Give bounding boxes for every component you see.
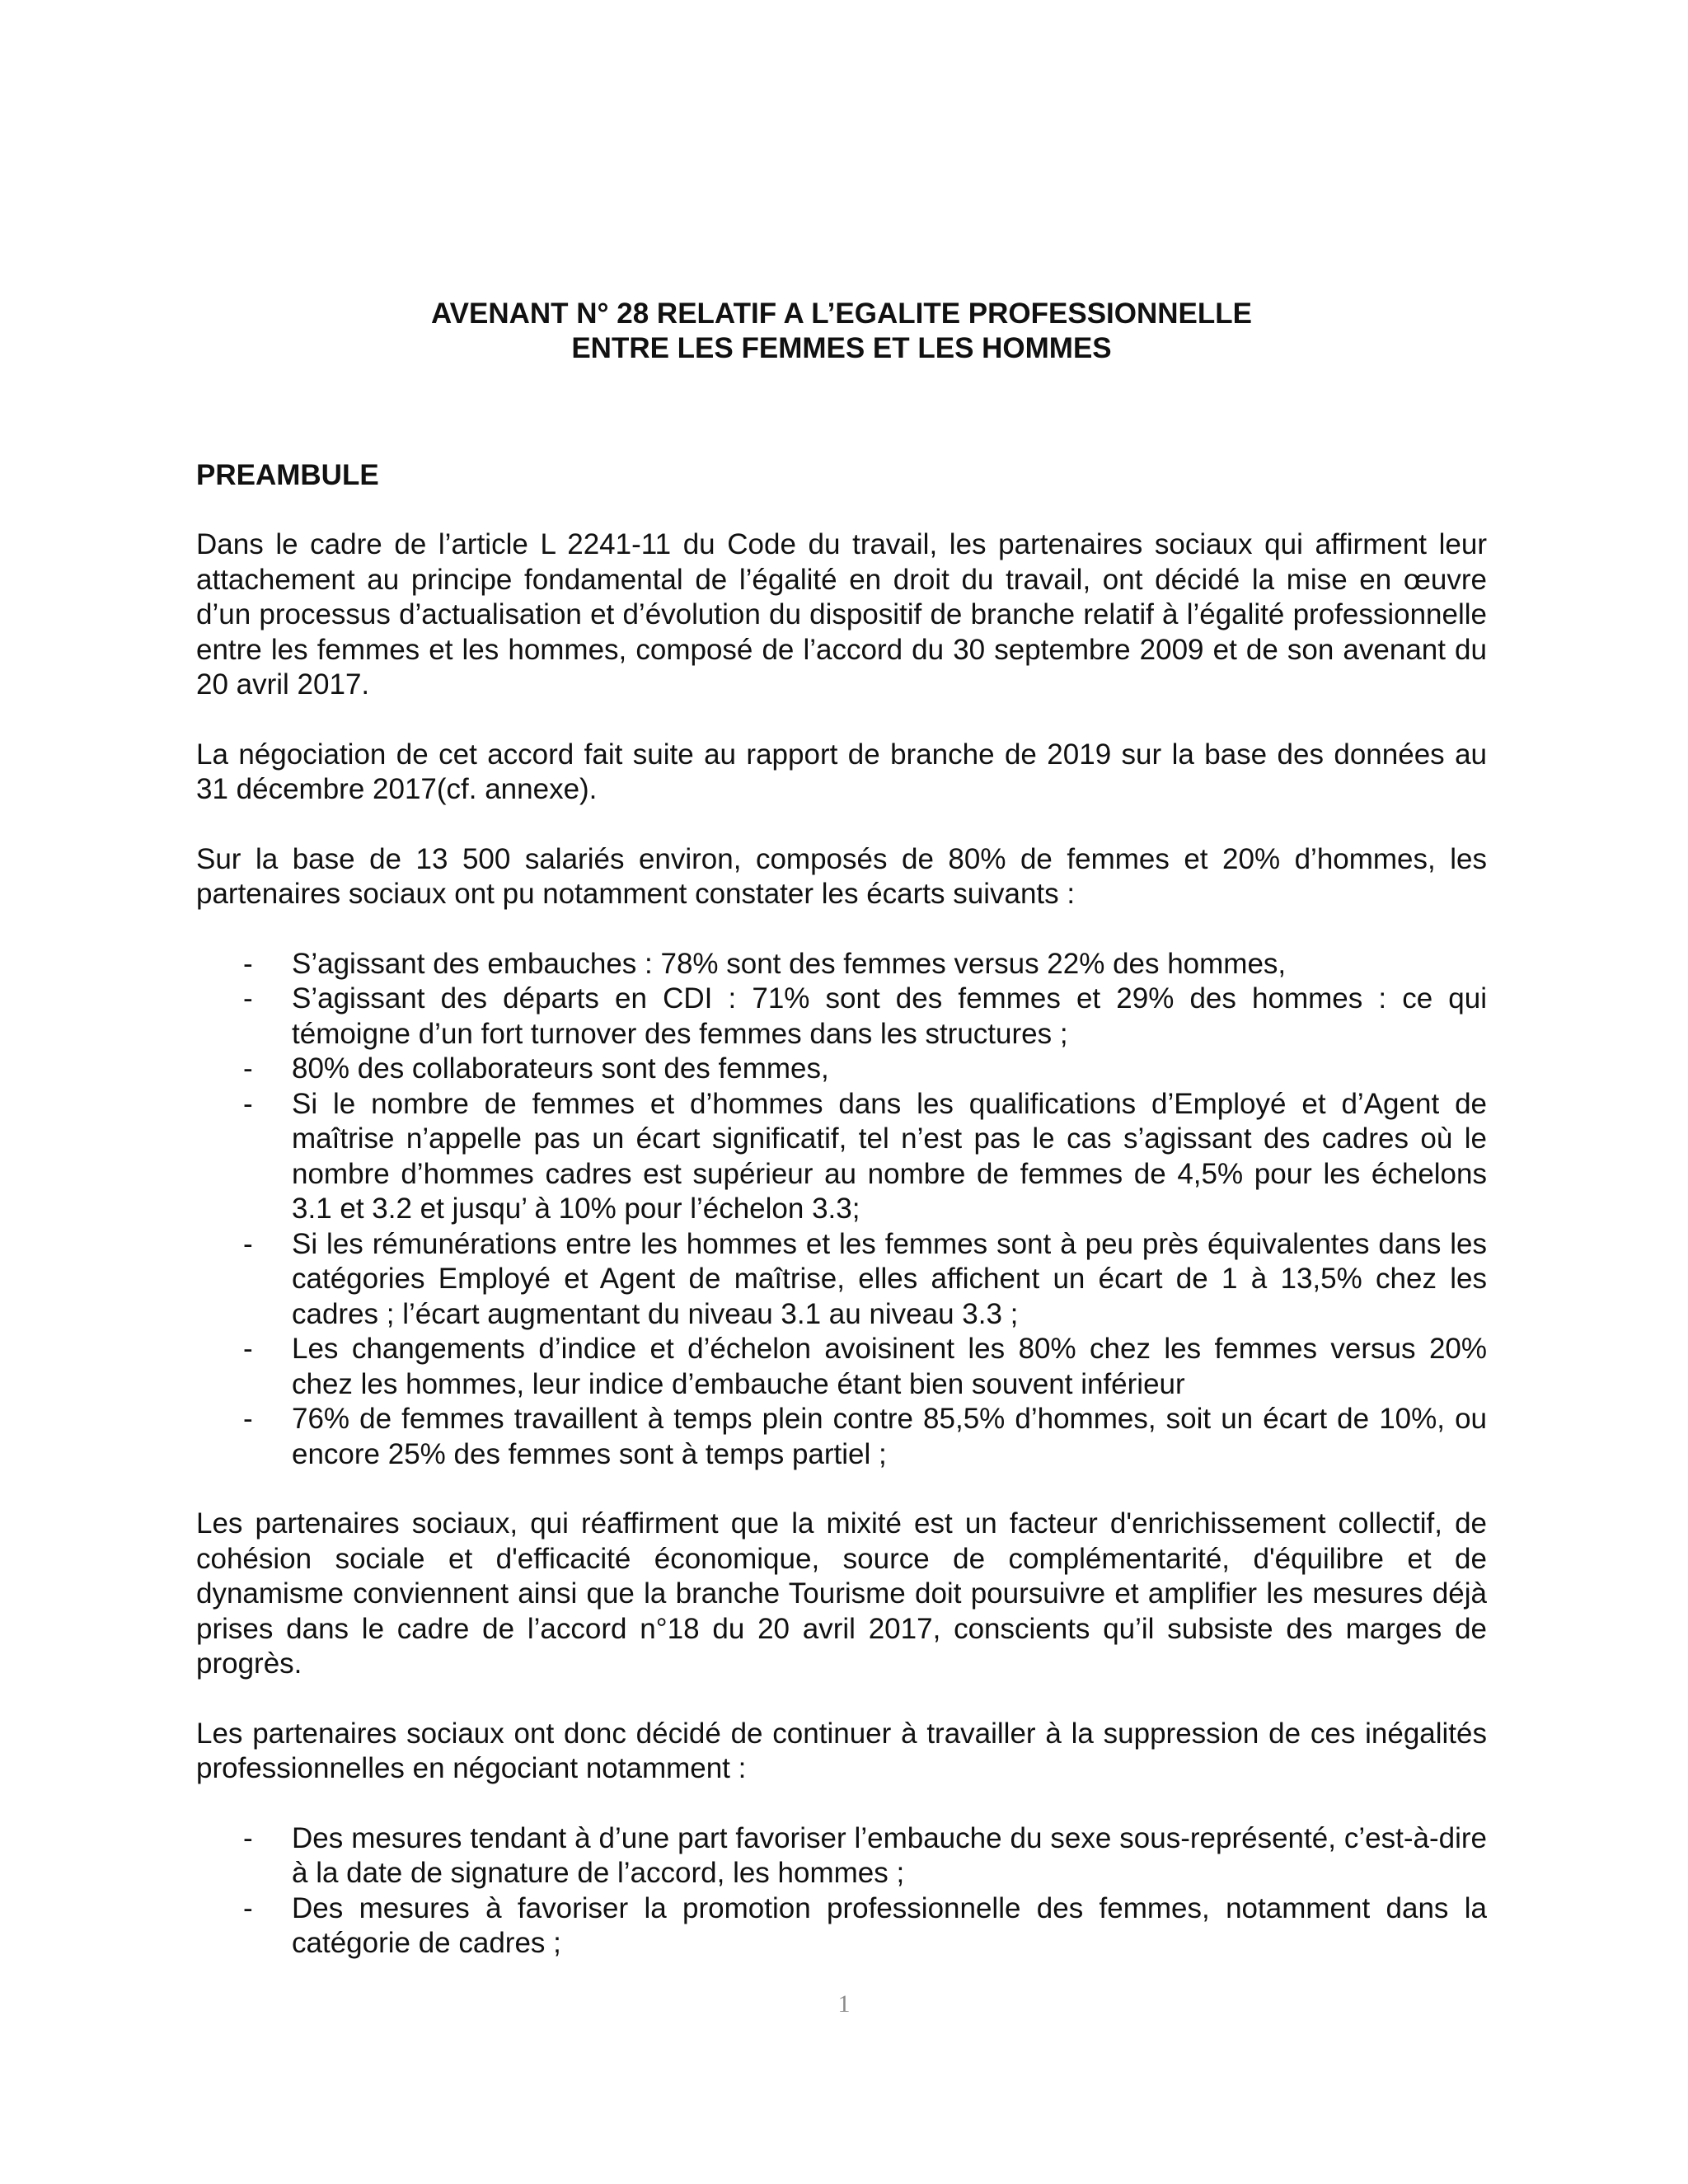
list-item-text: Si le nombre de femmes et d’hommes dans les qualifications d’Employé et d’Agent de maîtrise n’appelle pas un écart significatif, tel n’est pas le cas s’agissant des cadres où le nombre d’hommes cadres est supérieur au nombre de femmes de 4,5% pour les échelons 3.1 et 3.2 et jusqu’ à 10% pour l’échelon 3.3; [292, 1087, 1487, 1225]
measures-list [196, 1821, 1487, 1961]
list-item-text: Les changements d’indice et d’échelon avoisinent les 80% chez les femmes versus 20% chez les hommes, leur indice d’embauche étant bien souvent inférieur [292, 1333, 1487, 1400]
list-item-text: Des mesures à favoriser la promotion professionnelle des femmes, notamment dans la catégorie de cadres ; [292, 1891, 1487, 1959]
list-item [196, 1821, 1487, 1891]
list-item [196, 947, 1487, 982]
bullet-dash: - [243, 1821, 253, 1854]
list-item-text: 76% de femmes travaillent à temps plein contre 85,5% d’hommes, soit un écart de 10%, ou encore 25% des femmes sont à temps partiel ; [292, 1403, 1487, 1470]
page-number: 1 [837, 1990, 851, 2018]
paragraph-article-context: Dans le cadre de l’article L 2241-11 du Code du travail, les partenaires sociaux qui affirment leur attachement au principe fondamental de l’égalité en droit du travail, ont décidé la mise en œuvre d’un processus d’actualisation et d’évolution du dispositif de branche relatif à l’égalité professionnelle entre les femmes et les hommes, composé de l’accord du 30 septembre 2009 et de son avenant du 20 avril 2017. [196, 528, 1487, 701]
paragraph-negotiation: La négociation de cet accord fait suite au rapport de branche de 2019 sur la base des données au 31 décembre 2017(cf. annexe). [196, 738, 1487, 805]
bullet-dash: - [243, 1891, 253, 1924]
document-title [196, 297, 1487, 366]
section-heading-preambule: PREAMBULE [196, 459, 379, 491]
bullet-dash: - [243, 982, 253, 1015]
title-line-2: ENTRE LES FEMMES ET LES HOMMES [571, 332, 1112, 364]
paragraph-mixite: Les partenaires sociaux, qui réaffirment que la mixité est un facteur d'enrichissement collectif, de cohésion sociale et d'efficacité économique, source de complémentarité, d'équilibre et de dynamisme conviennent ainsi que la branche Tourisme doit poursuivre et amplifier les mesures déjà prises dans le cadre de l’accord n°18 du 20 avril 2017, conscients qu’il subsiste des marges de progrès. [196, 1507, 1487, 1680]
bullet-dash: - [243, 947, 253, 980]
list-item-text: Si les rémunérations entre les hommes et les femmes sont à peu près équivalentes dans les catégories Employé et Agent de maîtrise, elles affichent un écart de 1 à 13,5% chez les cadres ; l’écart augmentant du niveau 3.1 au niveau 3.3 ; [292, 1227, 1487, 1330]
list-item-text: S’agissant des embauches : 78% sont des femmes versus 22% des hommes, [292, 947, 1287, 980]
list-item [196, 1087, 1487, 1227]
paragraph-decision: Les partenaires sociaux ont donc décidé de continuer à travailler à la suppression de ces inégalités professionnelles en négociant notamment : [196, 1717, 1487, 1784]
gap-findings-list [196, 947, 1487, 1473]
list-item [196, 1227, 1487, 1333]
bullet-dash: - [243, 1052, 253, 1085]
bullet-dash: - [243, 1227, 253, 1260]
document-body [196, 297, 1487, 1961]
list-item-text: 80% des collaborateurs sont des femmes, [292, 1052, 829, 1085]
bullet-dash: - [243, 1403, 253, 1435]
paragraph-workforce: Sur la base de 13 500 salariés environ, composés de 80% de femmes et 20% d’hommes, les partenaires sociaux ont pu notamment constater les écarts suivants : [196, 842, 1487, 910]
list-item [196, 1891, 1487, 1961]
bullet-dash: - [243, 1087, 253, 1120]
title-line-1: AVENANT N° 28 RELATIF A L’EGALITE PROFESSIONNELLE [430, 298, 1252, 330]
list-item-text: S’agissant des départs en CDI : 71% sont des femmes et 29% des hommes : ce qui témoigne d’un fort turnover des femmes dans les structures ; [292, 982, 1487, 1050]
list-item [196, 1402, 1487, 1472]
bullet-dash: - [243, 1333, 253, 1365]
list-item-text: Des mesures tendant à d’une part favoriser l’embauche du sexe sous-représenté, c’est-à-dire à la date de signature de l’accord, les hommes ; [292, 1821, 1487, 1889]
list-item [196, 1332, 1487, 1402]
list-item [196, 982, 1487, 1052]
list-item [196, 1052, 1487, 1087]
